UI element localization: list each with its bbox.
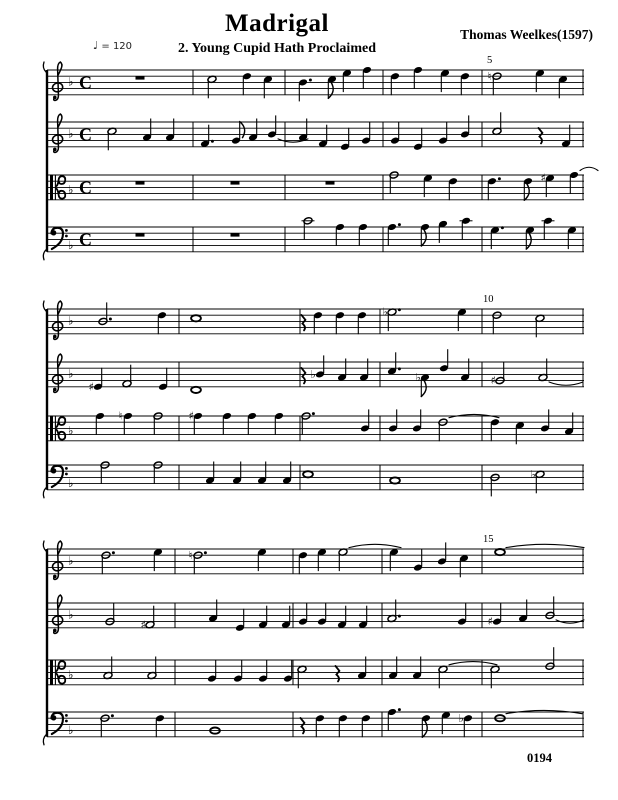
key-signature-flat-icon: ♭: [68, 475, 74, 490]
alto-clef-icon: [50, 175, 53, 200]
augmentation-dot: [111, 714, 114, 717]
key-signature-flat-icon: ♭: [68, 313, 74, 328]
augmentation-dot: [398, 223, 401, 226]
whole-note: [303, 471, 313, 477]
page-title: Madrigal: [225, 10, 329, 37]
time-signature: C: [79, 177, 92, 198]
system-brace: [43, 301, 46, 311]
key-signature-flat-icon: ♭: [68, 553, 74, 568]
treble-clef-icon: [53, 575, 57, 579]
quarter-rest: [335, 666, 339, 682]
treble-clef-icon: [53, 148, 57, 152]
page-number: 0194: [527, 751, 552, 765]
whole-note: [390, 477, 400, 483]
accidental: ♯: [490, 374, 496, 388]
accidental: ♭: [415, 371, 421, 385]
accidental: ♭: [310, 368, 316, 381]
system-brace: [43, 541, 46, 551]
eighth-flag: [240, 122, 245, 138]
quarter-rest: [301, 368, 305, 384]
bass-clef-icon: [65, 229, 68, 232]
key-signature-flat-icon: ♭: [68, 423, 74, 438]
accidental: ♭: [530, 467, 536, 481]
augmentation-dot: [309, 79, 312, 82]
augmentation-dot: [109, 318, 112, 321]
measure-number: 10: [483, 294, 494, 305]
tie-slur: [349, 544, 401, 547]
augmentation-dot: [211, 140, 214, 143]
whole-note: [495, 549, 505, 555]
accidental: ♮: [118, 409, 123, 423]
key-signature-flat-icon: ♭: [68, 74, 74, 89]
eighth-flag: [328, 82, 333, 98]
treble-clef-icon: [53, 335, 57, 339]
system-brace: [43, 488, 46, 498]
augmentation-dot: [398, 615, 401, 618]
tempo-value: = 120: [101, 41, 133, 52]
system-brace: [43, 250, 46, 260]
whole-rest: [136, 181, 145, 184]
alto-clef-icon: [50, 660, 53, 685]
accidental: ♯: [540, 171, 546, 185]
tie-slur: [580, 167, 598, 170]
alto-clef-icon: [50, 416, 53, 441]
treble-clef-icon: [53, 629, 57, 633]
time-signature: C: [79, 72, 92, 93]
accidental: ♯: [188, 409, 194, 423]
key-signature-flat-icon: ♭: [68, 237, 74, 252]
accidental: ♮: [188, 548, 193, 562]
whole-rest: [136, 76, 145, 79]
accidental: ♯: [140, 618, 146, 632]
accidental: ♯: [88, 380, 94, 394]
treble-clef-icon: [53, 388, 57, 392]
quarter-rest: [301, 315, 305, 331]
accidental: ♯: [487, 615, 493, 629]
eighth-flag: [524, 184, 529, 200]
augmentation-dot: [498, 177, 501, 180]
bass-clef-icon: [65, 714, 68, 717]
treble-clef-icon: [53, 96, 57, 100]
whole-rest: [231, 233, 240, 236]
whole-rest: [231, 181, 240, 184]
quarter-rest: [300, 718, 304, 734]
augmentation-dot: [398, 367, 401, 370]
quarter-rest: [538, 128, 542, 143]
system-brace: [43, 62, 46, 72]
eighth-flag: [421, 381, 426, 397]
augmentation-dot: [398, 708, 401, 711]
key-signature-flat-icon: ♭: [68, 182, 74, 197]
tie-slur: [449, 662, 497, 665]
accidental: ♮: [487, 69, 492, 83]
whole-note: [191, 387, 201, 393]
page-subtitle: 2. Young Cupid Hath Proclaimed: [178, 41, 376, 56]
augmentation-dot: [112, 551, 115, 554]
tie-slur: [549, 382, 583, 385]
key-signature-flat-icon: ♭: [68, 366, 74, 381]
eighth-flag: [421, 230, 426, 246]
key-signature-flat-icon: ♭: [68, 126, 74, 141]
eighth-flag: [422, 721, 427, 737]
time-signature: C: [79, 229, 92, 250]
whole-note: [191, 315, 201, 321]
key-signature-flat-icon: ♭: [68, 722, 74, 737]
measure-number: 5: [487, 55, 493, 66]
key-signature-flat-icon: ♭: [68, 607, 74, 622]
accidental: ♭: [382, 305, 388, 319]
tempo-quarter-note-icon: ♩: [93, 39, 99, 52]
key-signature-flat-icon: ♭: [68, 667, 74, 682]
measure-number: 15: [483, 534, 494, 545]
augmentation-dot: [204, 551, 207, 554]
accidental: ♭: [458, 711, 464, 725]
augmentation-dot: [501, 226, 504, 229]
bass-clef-icon: [65, 467, 68, 470]
whole-rest: [136, 233, 145, 236]
augmentation-dot: [398, 308, 401, 311]
augmentation-dot: [312, 412, 315, 415]
time-signature: C: [79, 124, 92, 145]
composer-credit: Thomas Weelkes(1597): [460, 27, 593, 42]
whole-rest: [326, 181, 335, 184]
tie-slur: [506, 544, 584, 547]
system-brace: [43, 735, 46, 745]
eighth-flag: [526, 233, 531, 249]
